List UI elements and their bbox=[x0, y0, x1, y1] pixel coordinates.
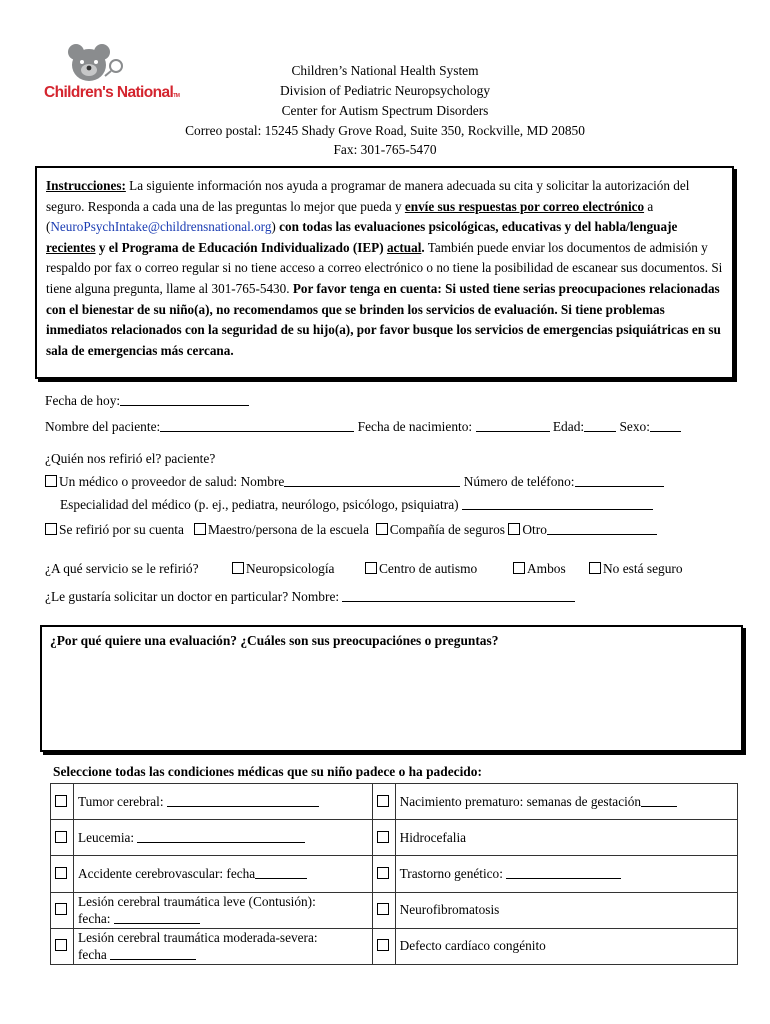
evaluation-reason-box[interactable] bbox=[40, 625, 743, 752]
service-row: ¿A qué servicio se le refirió? bbox=[45, 561, 199, 576]
doctor-referral-row: Un médico o proveedor de salud: Nombre Número de teléfono: bbox=[45, 474, 664, 490]
referral-source-row: Se refirió por su cuenta Maestro/persona de la escuela Compañía de seguros Otro bbox=[45, 522, 657, 538]
severe-tbi-checkbox[interactable] bbox=[55, 939, 67, 951]
table-row bbox=[51, 856, 738, 892]
stroke-date-field[interactable] bbox=[255, 866, 307, 879]
genetic-disorder-field[interactable] bbox=[506, 866, 621, 879]
stroke-checkbox[interactable] bbox=[55, 867, 67, 879]
doctor-referral-checkbox[interactable] bbox=[45, 475, 57, 487]
logo-text: Children's NationalTM bbox=[44, 84, 180, 101]
phone-field[interactable] bbox=[575, 474, 664, 487]
severe-tbi-date-field[interactable] bbox=[110, 947, 196, 960]
table-row bbox=[51, 784, 738, 820]
service-both-option: Ambos bbox=[513, 561, 566, 577]
condition-cell: Accidente cerebrovascular: fecha bbox=[74, 856, 373, 892]
condition-cell: Trastorno genético: bbox=[395, 856, 737, 892]
evaluation-reason-question: ¿Por qué quiere una evaluación? ¿Cuáles son sus preocupaciónes o preguntas? bbox=[50, 633, 499, 648]
condition-cell: Defecto cardíaco congénito bbox=[395, 928, 737, 964]
table-row bbox=[51, 820, 738, 856]
premature-birth-checkbox[interactable] bbox=[377, 795, 389, 807]
condition-cell: Lesión cerebral traumática moderada-severa: fecha bbox=[74, 928, 373, 964]
division-name: Division of Pediatric Neuropsychology bbox=[279, 83, 491, 98]
mild-tbi-date-field[interactable] bbox=[114, 911, 200, 924]
intake-email-link[interactable]: NeuroPsychIntake@childrensnational.org bbox=[50, 219, 272, 235]
mild-tbi-checkbox[interactable] bbox=[55, 903, 67, 915]
hydrocephalus-checkbox[interactable] bbox=[377, 831, 389, 843]
instructions-box: Instrucciones: La siguiente información nos ayuda a programar de manera adecuada su cita y solicitar la autorización del seguro. Responda a cada una de las preguntas lo mejor que pueda y envíe sus respuestas por correo electrónico a (NeuroPsychIntake@childrensnational.org) con todas las evaluaciones psicológicas, educativas y del habla/lenguaje recientes y el Programa de Educación Individualizado (IEP) actual. También puede enviar los documentos de admisión y respaldo por fax o correo regular si no tiene acceso a correo electrónico o no tiene la posibilidad de escanear sus documentos. Si tiene alguna pregunta, llame al 301-765-5430. Por favor tenga en cuenta: Si usted tiene serias preocupaciones relacionadas con el bienestar de su niño(a), no recomendamos que se brinden los servicios de evaluación. Si tiene problemas inmediatos relacionados con la seguridad de su hijo(a), por favor busque los servicios de emergencias psiquiátricas en su sala de emergencias más cercana. bbox=[35, 166, 734, 379]
leukemia-field[interactable] bbox=[137, 830, 305, 843]
doctor-name-field[interactable] bbox=[284, 474, 460, 487]
condition-cell: Tumor cerebral: bbox=[74, 784, 373, 820]
not-sure-checkbox[interactable] bbox=[589, 562, 601, 574]
service-unsure-option: No está seguro bbox=[589, 561, 683, 577]
condition-cell: Lesión cerebral traumática leve (Contusión): fecha: bbox=[74, 892, 373, 928]
service-autism-option: Centro de autismo bbox=[365, 561, 477, 577]
referral-question: ¿Quién nos refirió el? paciente? bbox=[45, 451, 216, 466]
patient-row: Nombre del paciente: Fecha de nacimiento: Edad: Sexo: bbox=[45, 419, 681, 435]
birthdate-field[interactable] bbox=[476, 419, 550, 432]
conditions-heading: Seleccione todas las condiciones médicas que su niño padece o ha padecido: bbox=[53, 764, 482, 779]
doctor-request-row: ¿Le gustaría solicitar un doctor en particular? Nombre: bbox=[45, 589, 575, 605]
school-referral-checkbox[interactable] bbox=[194, 523, 206, 535]
gestation-weeks-field[interactable] bbox=[641, 794, 677, 807]
both-checkbox[interactable] bbox=[513, 562, 525, 574]
congenital-heart-defect-checkbox[interactable] bbox=[377, 939, 389, 951]
brain-tumor-checkbox[interactable] bbox=[55, 795, 67, 807]
mailing-address: Correo postal: 15245 Shady Grove Road, Suite 350, Rockville, MD 20850 bbox=[185, 123, 585, 138]
leukemia-checkbox[interactable] bbox=[55, 831, 67, 843]
center-name: Center for Autism Spectrum Disorders bbox=[281, 103, 489, 118]
condition-cell: Neurofibromatosis bbox=[395, 892, 737, 928]
table-row bbox=[51, 928, 738, 964]
org-name: Children’s National Health System bbox=[291, 63, 479, 78]
fax-number: Fax: 301-765-5470 bbox=[333, 142, 437, 157]
age-field[interactable] bbox=[584, 419, 616, 432]
autism-center-checkbox[interactable] bbox=[365, 562, 377, 574]
patient-name-field[interactable] bbox=[160, 419, 354, 432]
brain-tumor-field[interactable] bbox=[167, 794, 319, 807]
specialty-row: Especialidad del médico (p. ej., pediatra, neurólogo, psicólogo, psiquiatra) bbox=[60, 497, 653, 513]
todays-date-field[interactable] bbox=[120, 393, 249, 406]
condition-cell: Hidrocefalia bbox=[395, 820, 737, 856]
requested-doctor-field[interactable] bbox=[342, 589, 575, 602]
self-referral-checkbox[interactable] bbox=[45, 523, 57, 535]
todays-date-row: Fecha de hoy: bbox=[45, 393, 249, 409]
condition-cell: Leucemia: bbox=[74, 820, 373, 856]
other-referral-field[interactable] bbox=[547, 522, 657, 535]
neurofibromatosis-checkbox[interactable] bbox=[377, 903, 389, 915]
specialty-field[interactable] bbox=[462, 497, 653, 510]
insurance-referral-checkbox[interactable] bbox=[376, 523, 388, 535]
instructions-label: Instrucciones: bbox=[46, 178, 126, 193]
sex-field[interactable] bbox=[650, 419, 681, 432]
genetic-disorder-checkbox[interactable] bbox=[377, 867, 389, 879]
other-referral-checkbox[interactable] bbox=[508, 523, 520, 535]
neuropsychology-checkbox[interactable] bbox=[232, 562, 244, 574]
condition-cell: Nacimiento prematuro: semanas de gestación bbox=[395, 784, 737, 820]
conditions-table bbox=[50, 783, 738, 965]
table-row bbox=[51, 892, 738, 928]
service-neuro-option: Neuropsicología bbox=[232, 561, 335, 577]
